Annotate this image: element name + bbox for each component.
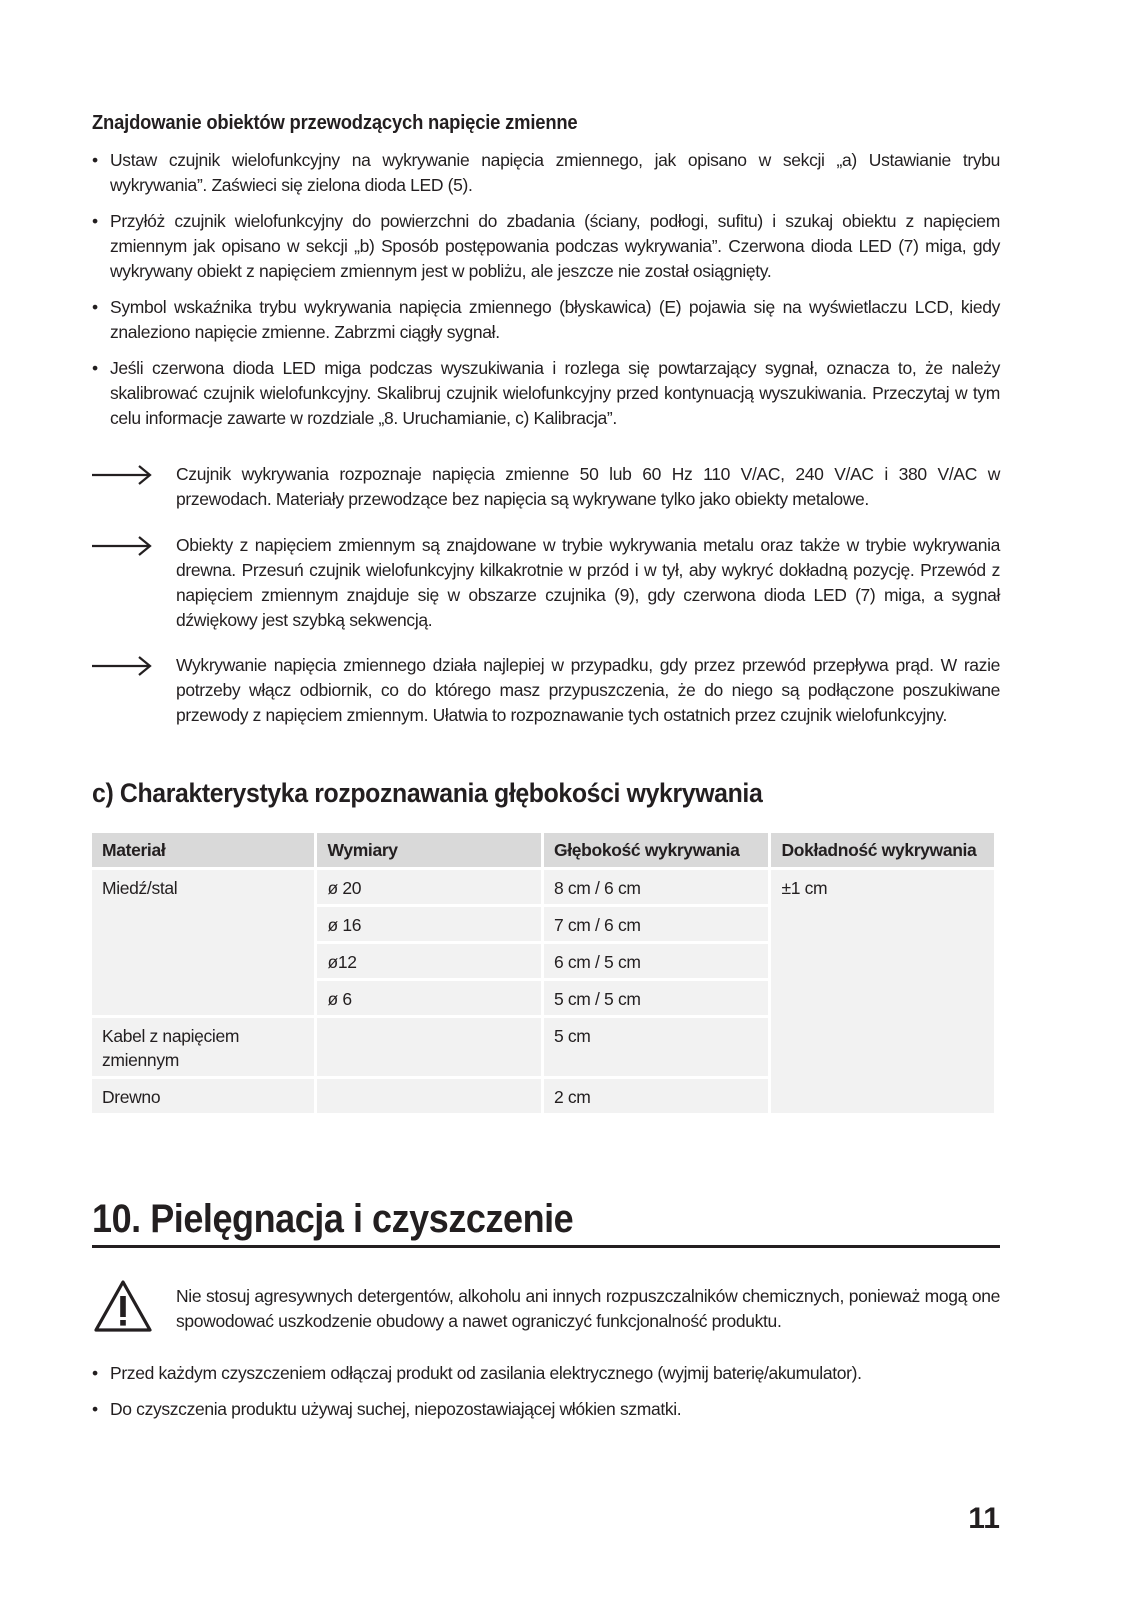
warning-text: Nie stosuj agresywnych detergentów, alkoholu ani innych rozpuszczalników chemicznych, ponieważ mogą one spowodować uszkodzenie obudowy a nawet ograniczyć funkcjonalność produktu. xyxy=(176,1286,1000,1331)
list-item-text: Symbol wskaźnika trybu wykrywania napięcia zmiennego (błyskawica) (E) pojawia się na wyświetlaczu LCD, kiedy znaleziono napięcie zmienne. Zabrzmi ciągły sygnał. xyxy=(110,297,1000,342)
list-item xyxy=(92,356,1000,431)
note-text: Wykrywanie napięcia zmiennego działa najlepiej w przypadku, gdy przez przewód przepływa prąd. W razie potrzeby włącz odbiornik, co do którego masz przypuszczenia, że do niego są podłączone poszukiwane przewody z napięciem zmiennym. Ułatwia to rozpoznawanie tych ostatnich przez czujnik wielofunkcyjny. xyxy=(176,655,1000,725)
arrow-right-icon xyxy=(92,464,152,486)
dimension-cell xyxy=(317,1079,541,1113)
column-header-dimensions: Wymiary xyxy=(317,833,541,867)
chapter-heading xyxy=(92,1197,1000,1248)
subsection-heading: Znajdowanie obiektów przewodzących napięcie zmienne xyxy=(92,112,578,134)
bullet-icon: • xyxy=(92,150,98,170)
table-header-row xyxy=(92,833,994,867)
list-item-text: Przed każdym czyszczeniem odłączaj produkt od zasilania elektrycznego (wyjmij baterię/akumulator). xyxy=(110,1363,862,1383)
list-item xyxy=(92,295,1000,345)
page-number: 11 xyxy=(968,1502,1000,1535)
list-item-text: Ustaw czujnik wielofunkcyjny na wykrywanie napięcia zmiennego, jak opisano w sekcji „a) Ustawianie trybu wykrywania”. Zaświeci się zielona dioda LED (5). xyxy=(110,150,1000,195)
bullet-icon: • xyxy=(92,358,98,378)
bullet-icon: • xyxy=(92,297,98,317)
list-item-text: Do czyszczenia produktu używaj suchej, niepozostawiającej włókien szmatki. xyxy=(110,1399,682,1419)
instruction-list xyxy=(92,148,1000,442)
dimension-cell: ø 20 xyxy=(317,870,541,904)
section-heading: c) Charakterystyka rozpoznawania głębokości wykrywania xyxy=(92,778,763,808)
bullet-icon: • xyxy=(92,211,98,231)
table-row xyxy=(92,870,994,904)
note-text: Czujnik wykrywania rozpoznaje napięcia zmienne 50 lub 60 Hz 110 V/AC, 240 V/AC i 380 V/AC w przewodach. Materiały przewodzące bez napięcia są wykrywane tylko jako obiekty metalowe. xyxy=(176,464,1000,509)
material-cell: Kabel z napięciem zmiennym xyxy=(92,1018,314,1076)
depth-cell: 8 cm / 6 cm xyxy=(544,870,769,904)
warning-triangle-icon xyxy=(92,1278,154,1334)
dimension-cell: ø12 xyxy=(317,944,541,978)
column-header-material: Materiał xyxy=(92,833,314,867)
depth-cell: 6 cm / 5 cm xyxy=(544,944,769,978)
chapter-title: 10. Pielęgnacja i czyszczenie xyxy=(92,1197,574,1241)
detection-depth-table xyxy=(89,830,997,1116)
dimension-cell: ø 16 xyxy=(317,907,541,941)
depth-cell: 5 cm xyxy=(544,1018,769,1076)
depth-cell: 2 cm xyxy=(544,1079,769,1113)
column-header-depth: Głębokość wykrywania xyxy=(544,833,769,867)
accuracy-cell: ±1 cm xyxy=(771,870,994,1113)
list-item-text: Jeśli czerwona dioda LED miga podczas wyszukiwania i rozlega się powtarzający sygnał, oznacza to, że należy skalibrować czujnik wielofunkcyjny. Skalibruj czujnik wielofunkcyjny przed kontynuacją wyszukiwania. Przeczytaj w tym celu informacje zawarte w rozdziale „8. Uruchamianie, c) Kalibracja”. xyxy=(110,358,1000,428)
depth-cell: 7 cm / 6 cm xyxy=(544,907,769,941)
depth-cell: 5 cm / 5 cm xyxy=(544,981,769,1015)
bullet-icon: • xyxy=(92,1399,98,1419)
material-cell: Drewno xyxy=(92,1079,314,1113)
cleaning-list xyxy=(92,1361,1000,1433)
list-item-text: Przyłóż czujnik wielofunkcyjny do powierzchni do zbadania (ściany, podłogi, sufitu) i szukaj obiektu z napięciem zmiennym jak opisano w sekcji „b) Sposób postępowania podczas wykrywania”. Czerwona dioda LED (7) miga, gdy wykrywany obiekt z napięciem zmiennym jest w pobliżu, ale jeszcze nie został osiągnięty. xyxy=(110,211,1000,281)
document-page xyxy=(92,0,1000,1601)
bullet-icon: • xyxy=(92,1363,98,1383)
column-header-accuracy: Dokładność wykrywania xyxy=(771,833,994,867)
list-item xyxy=(92,148,1000,198)
list-item xyxy=(92,209,1000,284)
dimension-cell: ø 6 xyxy=(317,981,541,1015)
list-item xyxy=(92,1361,1000,1386)
arrow-right-icon xyxy=(92,655,152,677)
material-cell: Miedź/stal xyxy=(92,870,314,1015)
list-item xyxy=(92,1397,1000,1422)
note-text: Obiekty z napięciem zmiennym są znajdowane w trybie wykrywania metalu oraz także w trybie wykrywania drewna. Przesuń czujnik wielofunkcyjny kilkakrotnie w przód i w tył, aby wykryć dokładną pozycję. Przewód z napięciem zmiennym znajduje się w obszarze czujnika (9), gdy czerwona dioda LED (7) miga, a sygnał dźwiękowy jest szybką sekwencją. xyxy=(176,535,1000,630)
arrow-right-icon xyxy=(92,535,152,557)
dimension-cell xyxy=(317,1018,541,1076)
